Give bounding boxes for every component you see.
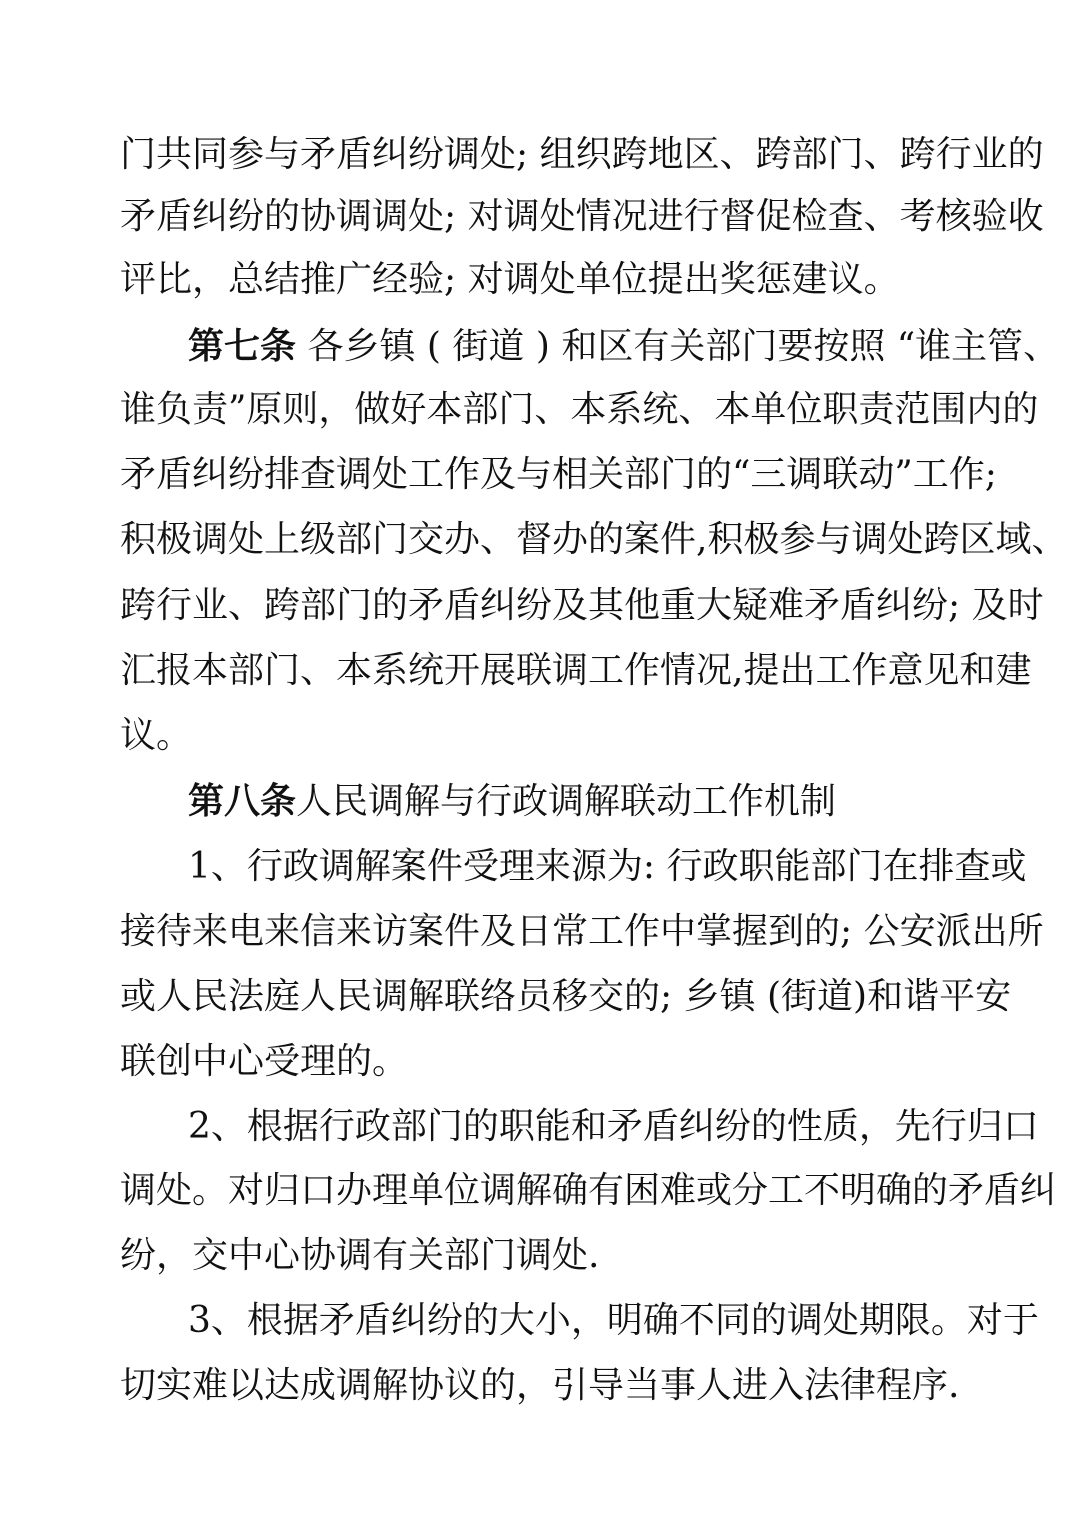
text-line: 切实难以达成调解协议的，引导当事人进入法律程序. [120, 1365, 960, 1406]
text-line: 评比，总结推广经验; 对调处单位提出奖惩建议。 [120, 259, 900, 300]
article-8-heading: 第八条 [188, 781, 297, 822]
text-line: 汇报本部门、本系统开展联调工作情况,提出工作意见和建 [120, 650, 1032, 691]
text-line: 积极调处上级部门交办、督办的案件,积极参与调处跨区域、 [120, 519, 1068, 560]
text-line: 矛盾纠纷排查调处工作及与相关部门的“三调联动”工作; [120, 454, 997, 495]
text-line: 联创中心受理的。 [120, 1041, 409, 1082]
article-7-text: 各乡镇 ( 街道 ) 和区有关部门要按照 “谁主管、 [296, 326, 1060, 367]
text-line: 接待来电来信来访案件及日常工作中掌握到的; 公安派出所 [120, 911, 1044, 952]
list-item-3-line: 3、根据矛盾纠纷的大小，明确不同的调处期限。对于 [188, 1300, 1039, 1341]
article-8-text: 人民调解与行政调解联动工作机制 [296, 781, 837, 822]
text-line: 纷，交中心协调有关部门调处. [120, 1235, 600, 1276]
text-line: 或人民法庭人民调解联络员移交的; 乡镇 (街道)和谐平安 [120, 976, 1012, 1017]
article-8-line [188, 781, 970, 824]
text-line: 调处。对归口办理单位调解确有困难或分工不明确的矛盾纠 [120, 1170, 1057, 1211]
article-7-line [188, 326, 1060, 369]
list-item-2-line: 2、根据行政部门的职能和矛盾纠纷的性质，先行归口 [188, 1106, 1039, 1147]
text-line: 谁负责”原则，做好本部门、本系统、本单位职责范围内的 [120, 389, 1039, 430]
text-line: 矛盾纠纷的协调调处; 对调处情况进行督促检查、考核验收 [120, 196, 1044, 237]
text-line: 跨行业、跨部门的矛盾纠纷及其他重大疑难矛盾纠纷; 及时 [120, 585, 1044, 626]
text-line: 门共同参与矛盾纠纷调处; 组织跨地区、跨部门、跨行业的 [120, 134, 1044, 175]
text-line: 议。 [120, 715, 193, 756]
list-item-1-line: 1、行政调解案件受理来源为: 行政职能部门在排查或 [188, 846, 1027, 887]
article-7-heading: 第七条 [188, 326, 297, 367]
